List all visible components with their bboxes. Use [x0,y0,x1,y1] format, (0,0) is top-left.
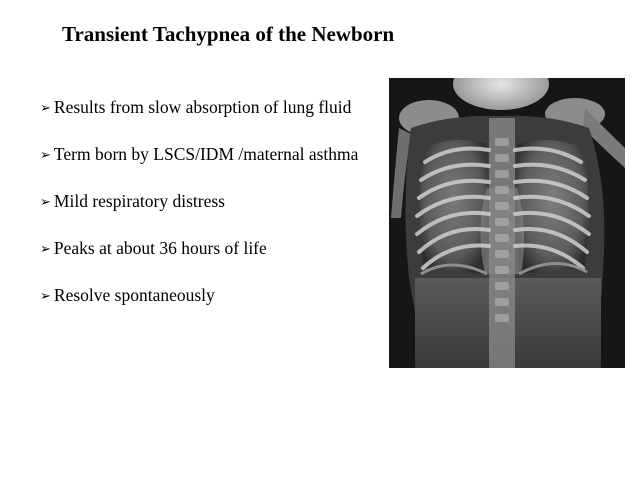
bullet-list [40,96,380,331]
arrow-bullet-icon: ➢ [40,195,51,210]
chest-xray-image [389,78,625,368]
bullet-item [40,190,380,215]
bullet-text: Peaks at about 36 hours of life [53,238,267,258]
slide-title: Transient Tachypnea of the Newborn [62,22,395,46]
arrow-bullet-icon: ➢ [40,242,51,257]
arrow-bullet-icon: ➢ [40,148,51,163]
bullet-text: Term born by LSCS/IDM /maternal asthma [53,144,359,164]
bullet-item [40,284,380,309]
bullet-item [40,96,380,121]
bullet-item [40,143,380,168]
bullet-text: Results from slow absorption of lung fluid [53,97,352,117]
bullet-text: Mild respiratory distress [53,191,225,211]
chest-xray-drawing [389,78,625,368]
arrow-bullet-icon: ➢ [40,289,51,304]
arrow-bullet-icon: ➢ [40,101,51,116]
bullet-item [40,237,380,262]
bullet-text: Resolve spontaneously [53,285,215,305]
